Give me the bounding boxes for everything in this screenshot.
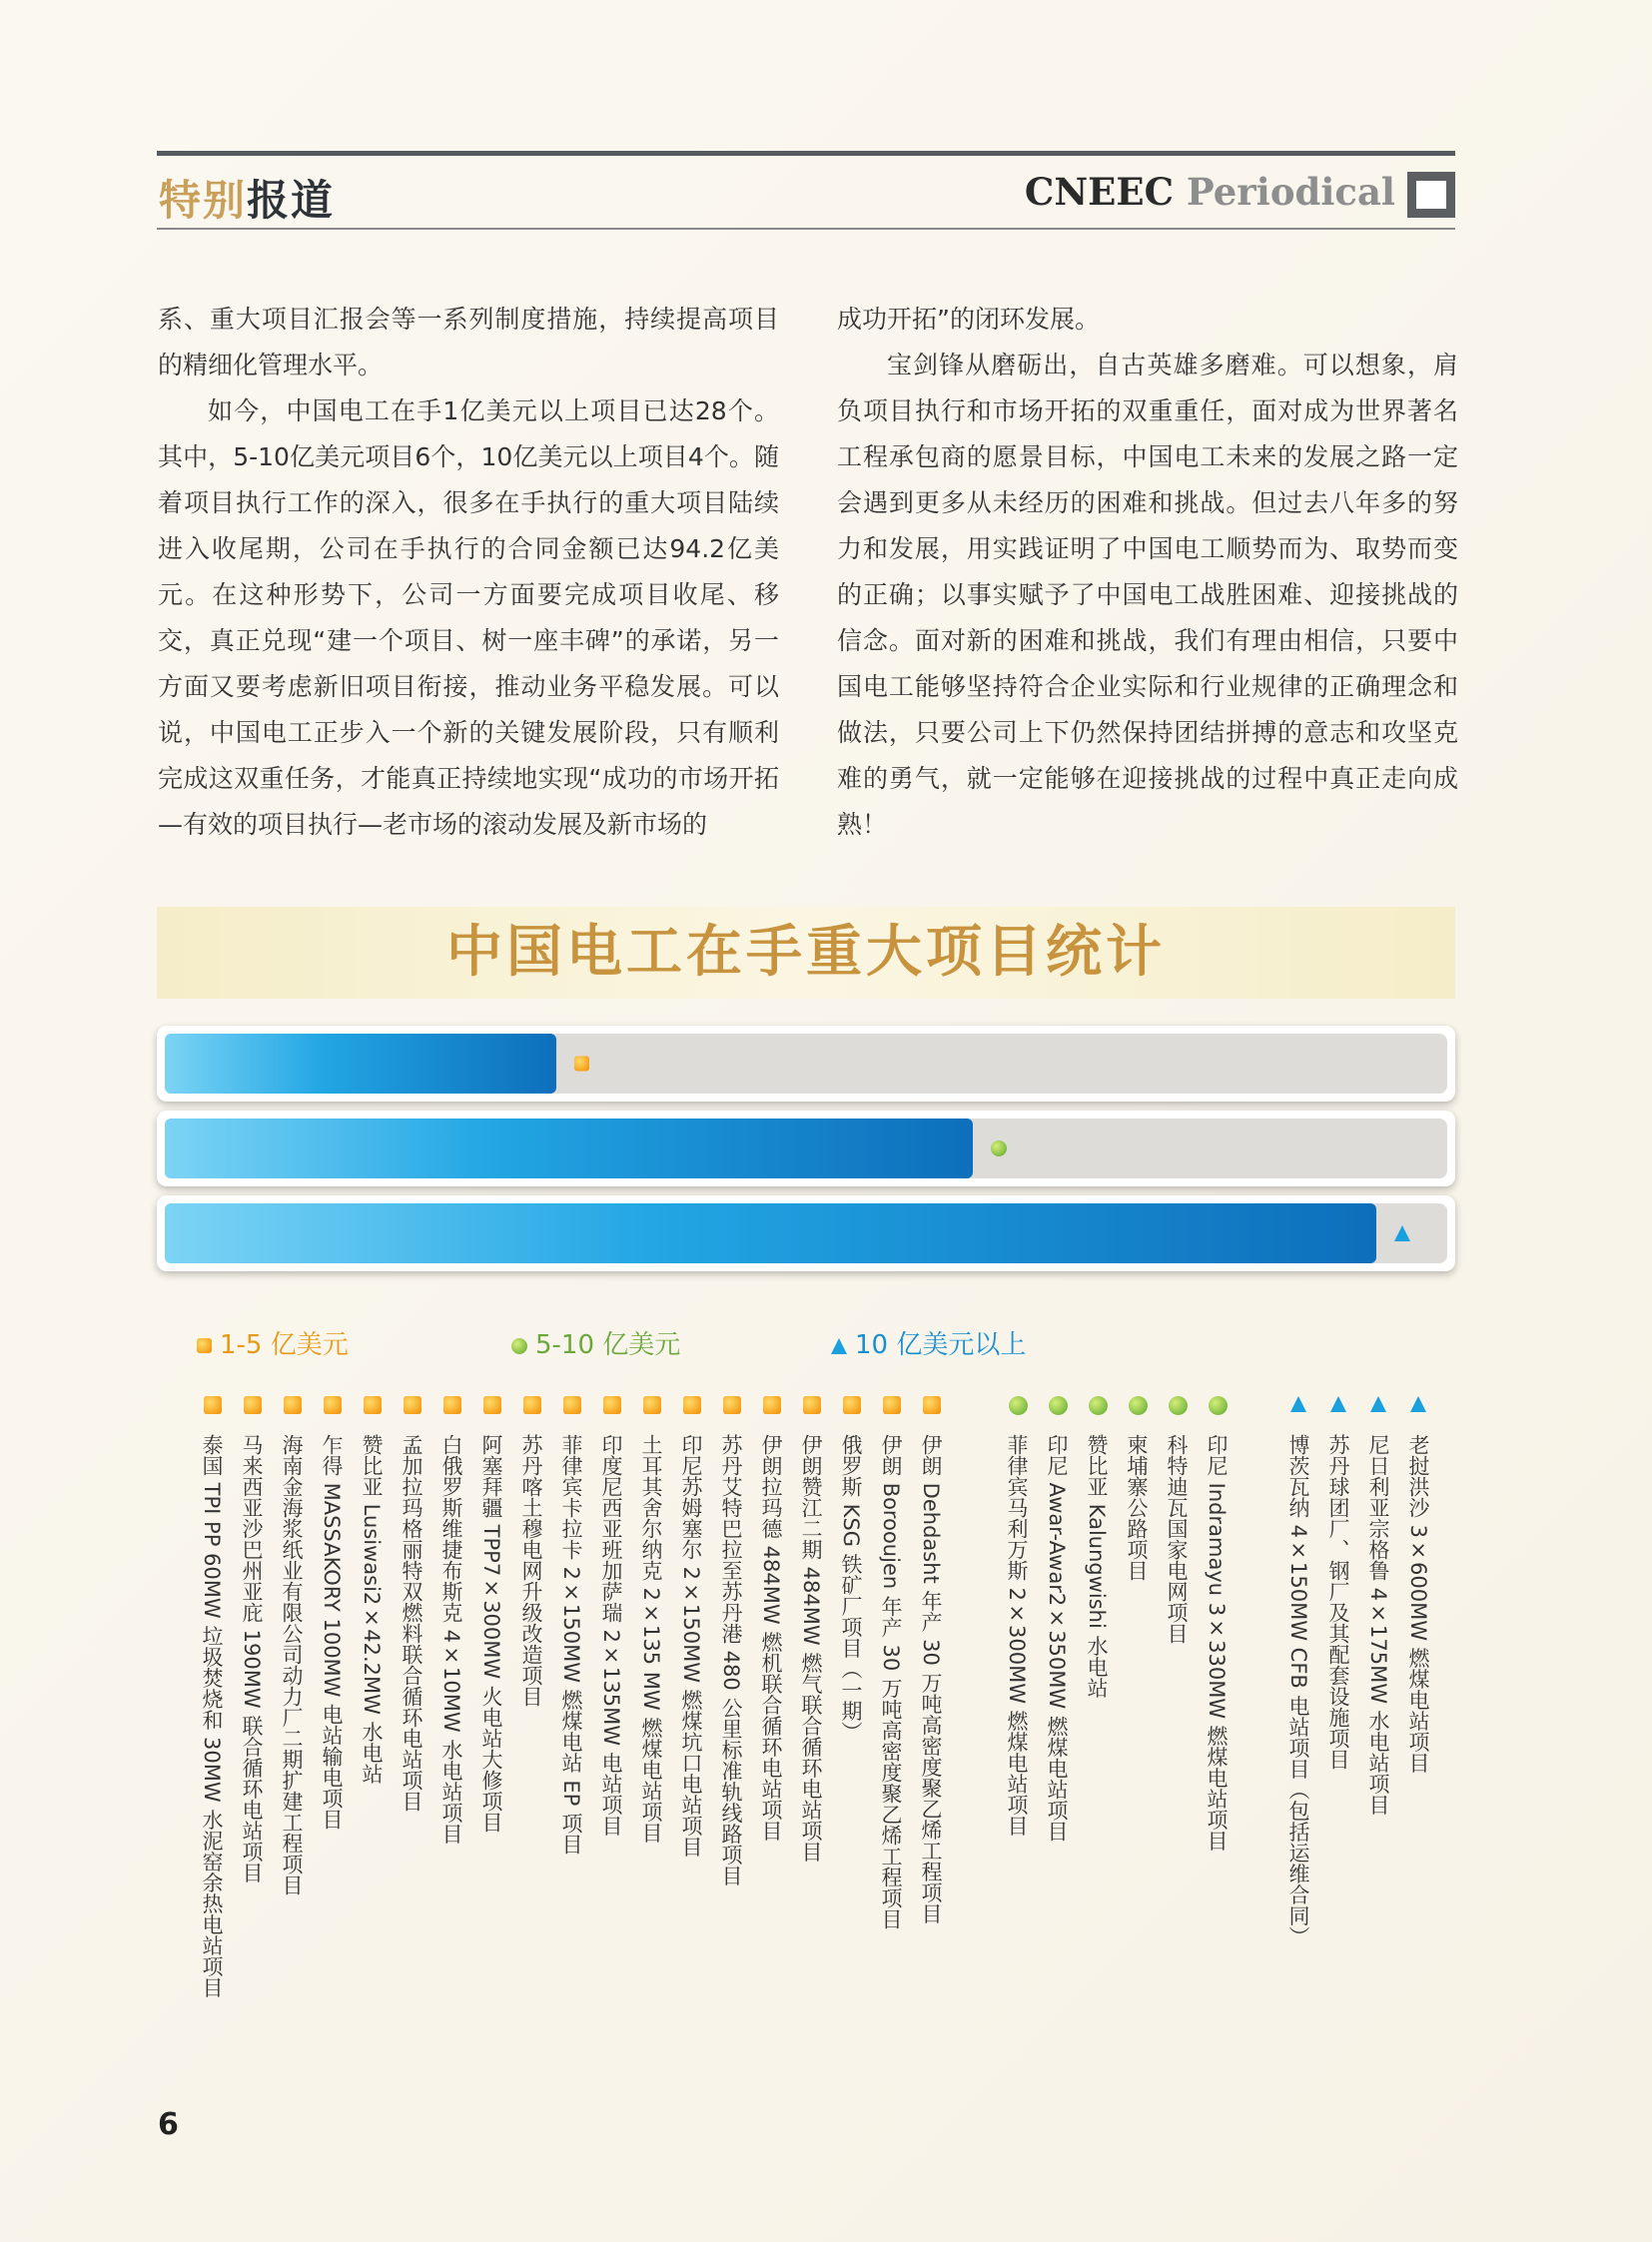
green-dot-icon [1049, 1396, 1068, 1415]
green-dot-icon [1089, 1396, 1108, 1415]
bar-track [165, 1034, 1447, 1094]
orange-square-icon [483, 1396, 501, 1414]
project-name: 印尼苏姆塞尔 2×150MW 燃煤坑口电站项目 [679, 1434, 703, 1858]
bar-row-1-5 [157, 1026, 1455, 1102]
orange-square-icon [324, 1396, 342, 1414]
orange-square-icon [204, 1396, 222, 1414]
project-name: 赞比亚 Lusiwasi2×42.2MW 水电站 [360, 1434, 384, 1785]
orange-square-icon [643, 1396, 661, 1414]
orange-square-icon [563, 1396, 581, 1414]
orange-square-icon [364, 1396, 382, 1414]
project-name: 伊朗拉玛德 484MW 燃机联合循环电站项目 [759, 1434, 783, 1842]
legend-item-1-5 [197, 1324, 349, 1361]
brand-periodical: Periodical [1186, 170, 1395, 214]
brand-square-icon [1407, 172, 1455, 218]
orange-square-icon [843, 1396, 861, 1414]
project-name: 菲律宾卡拉卡 2×150MW 燃煤电站 EP 项目 [559, 1434, 583, 1855]
green-dot-icon [1129, 1396, 1148, 1415]
project-name: 博茨瓦纳 4×150MW CFB 电站项目（包括运维合同） [1286, 1434, 1310, 1947]
header-top-rule [157, 151, 1455, 156]
project-name: 白俄罗斯维捷布斯克 4×10MW 水电站项目 [439, 1434, 463, 1845]
project-name: 孟加拉玛格丽特双燃料联合循环电站项目 [400, 1434, 423, 1812]
orange-square-icon [923, 1396, 941, 1414]
orange-square-icon [763, 1396, 781, 1414]
article-paragraph: 成功开拓”的闭环发展。 [837, 305, 1100, 334]
legend-label: 10 亿美元以上 [855, 1330, 1027, 1360]
project-name: 印尼 Awar-Awar2×350MW 燃煤电站项目 [1045, 1434, 1069, 1842]
project-name: 马来西亚沙巴州亚庇 190MW 联合循环电站项目 [240, 1434, 264, 1883]
green-dot-icon [1009, 1396, 1028, 1415]
bar-track [165, 1119, 1447, 1178]
brand-logo [1025, 170, 1395, 214]
project-name: 苏丹喀土穆电网升级改造项目 [519, 1434, 543, 1707]
project-name: 伊朗赞江二期 484MW 燃气联合循环电站项目 [799, 1434, 823, 1863]
project-name: 伊朗 Dehdasht 年产 30 万吨高密度聚乙烯工程项目 [919, 1434, 943, 1924]
project-name: 老挝洪沙 3×600MW 燃煤电站项目 [1406, 1434, 1430, 1774]
article-column-right [837, 297, 1458, 848]
project-name: 印度尼西亚班加萨瑞 2×135MW 电站项目 [599, 1434, 623, 1837]
section-title-part1: 特别 [159, 176, 248, 225]
orange-square-icon [404, 1396, 421, 1414]
orange-square-icon [284, 1396, 302, 1414]
bar-fill-1-5 [165, 1034, 556, 1094]
project-name: 尼日利亚宗格鲁 4×175MW 水电站项目 [1366, 1434, 1390, 1816]
project-name: 阿塞拜疆 TPP7×300MW 火电站大修项目 [479, 1434, 503, 1833]
project-name: 科特迪瓦国家电网项目 [1165, 1434, 1189, 1644]
header-bottom-rule [157, 228, 1455, 230]
legend-item-5-10 [511, 1324, 680, 1361]
legend-label: 5-10 亿美元 [535, 1330, 681, 1360]
project-name: 印尼 Indramayu 3×330MW 燃煤电站项目 [1205, 1434, 1229, 1852]
page-number: 6 [158, 2107, 179, 2142]
bar-fill-5-10 [165, 1119, 973, 1178]
project-name: 菲律宾马利万斯 2×300MW 燃煤电站项目 [1005, 1434, 1029, 1837]
orange-square-icon [683, 1396, 701, 1414]
blue-triangle-icon [1330, 1396, 1346, 1412]
project-name: 苏丹艾特巴拉至苏丹港 480 公里标准轨线路项目 [719, 1434, 743, 1886]
green-dot-icon [1169, 1396, 1188, 1415]
legend-label: 1-5 亿美元 [220, 1330, 349, 1360]
blue-triangle-icon [1394, 1225, 1410, 1241]
project-name: 泰国 TPI PP 60MW 垃圾焚烧和 30MW 水泥窑余热电站项目 [200, 1434, 224, 1998]
stats-title: 中国电工在手重大项目统计 [446, 920, 1166, 985]
orange-square-icon [244, 1396, 262, 1414]
bar-row-10-plus [157, 1195, 1455, 1271]
bar-track [165, 1203, 1447, 1263]
green-dot-icon [991, 1140, 1007, 1156]
legend-item-10-plus [831, 1324, 1026, 1361]
brand-name: CNEEC [1024, 170, 1175, 214]
project-name: 乍得 MASSAKORY 100MW 电站输电项目 [320, 1434, 344, 1831]
blue-triangle-icon [1290, 1396, 1306, 1412]
project-name: 土耳其舍尔纳克 2×135 MW 燃煤电站项目 [639, 1434, 663, 1844]
article-paragraph: 系、重大项目汇报会等一系列制度措施，持续提高项目的精细化管理水平。 [158, 305, 779, 379]
orange-square-icon [523, 1396, 541, 1414]
green-dot-icon [511, 1338, 527, 1354]
blue-triangle-icon [1410, 1396, 1426, 1412]
blue-triangle-icon [1370, 1396, 1386, 1412]
orange-square-icon [723, 1396, 741, 1414]
project-name: 俄罗斯 KSG 铁矿厂项目（一期） [839, 1434, 863, 1743]
green-dot-icon [1209, 1396, 1228, 1415]
page-header [157, 166, 1455, 224]
orange-square-icon [574, 1057, 589, 1072]
article-column-left [158, 297, 779, 848]
orange-square-icon [603, 1396, 621, 1414]
bar-fill-10-plus [165, 1203, 1376, 1263]
project-name: 苏丹球团厂、钢厂及其配套设施项目 [1326, 1434, 1350, 1770]
orange-square-icon [883, 1396, 901, 1414]
article-paragraph: 如今，中国电工在手1亿美元以上项目已达28个。其中，5-10亿美元项目6个，10亿美元以上项目4个。随着项目执行工作的深入，很多在手执行的重大项目陆续进入收尾期，公司在手执行的合同金额已达94.2亿美元。在这种形势下，公司一方面要完成项目收尾、移交，真正兑现“建一个项目、树一座丰碑”的承诺，另一方面又要考虑新旧项目衔接，推动业务平稳发展。可以说，中国电工正步入一个新的关键发展阶段，只有顺利完成这双重任务，才能真正持续地实现“成功的市场开拓—有效的项目执行—老市场的滚动发展及新市场的 [158, 396, 779, 839]
orange-square-icon [803, 1396, 821, 1414]
project-name: 赞比亚 Kalungwishi 水电站 [1085, 1434, 1109, 1699]
stats-title-band [157, 907, 1455, 999]
orange-square-icon [443, 1396, 461, 1414]
bar-row-5-10 [157, 1111, 1455, 1186]
project-name: 海南金海浆纸业有限公司动力厂二期扩建工程项目 [280, 1434, 304, 1895]
article-paragraph: 宝剑锋从磨砺出，自古英雄多磨难。可以想象，肩负项目执行和市场开拓的双重重任，面对成为世界著名工程承包商的愿景目标，中国电工未来的发展之路一定会遇到更多从未经历的困难和挑战。但过去八年多的努力和发展，用实践证明了中国电工顺势而为、取势而变的正确；以事实赋予了中国电工战胜困难、迎接挑战的信念。面对新的困难和挑战，我们有理由相信，只要中国电工能够坚持符合企业实际和行业规律的正确理念和做法，只要公司上下仍然保持团结拼搏的意志和攻坚克难的勇气，就一定能够在迎接挑战的过程中真正走向成熟！ [837, 351, 1458, 839]
blue-triangle-icon [831, 1338, 847, 1354]
project-name: 柬埔寨公路项目 [1125, 1434, 1149, 1581]
orange-square-icon [197, 1338, 212, 1353]
section-title-part2: 报道 [247, 176, 336, 225]
section-title [159, 168, 335, 228]
project-name: 伊朗 Borooujen 年产 30 万吨高密度聚乙烯工程项目 [879, 1434, 903, 1929]
